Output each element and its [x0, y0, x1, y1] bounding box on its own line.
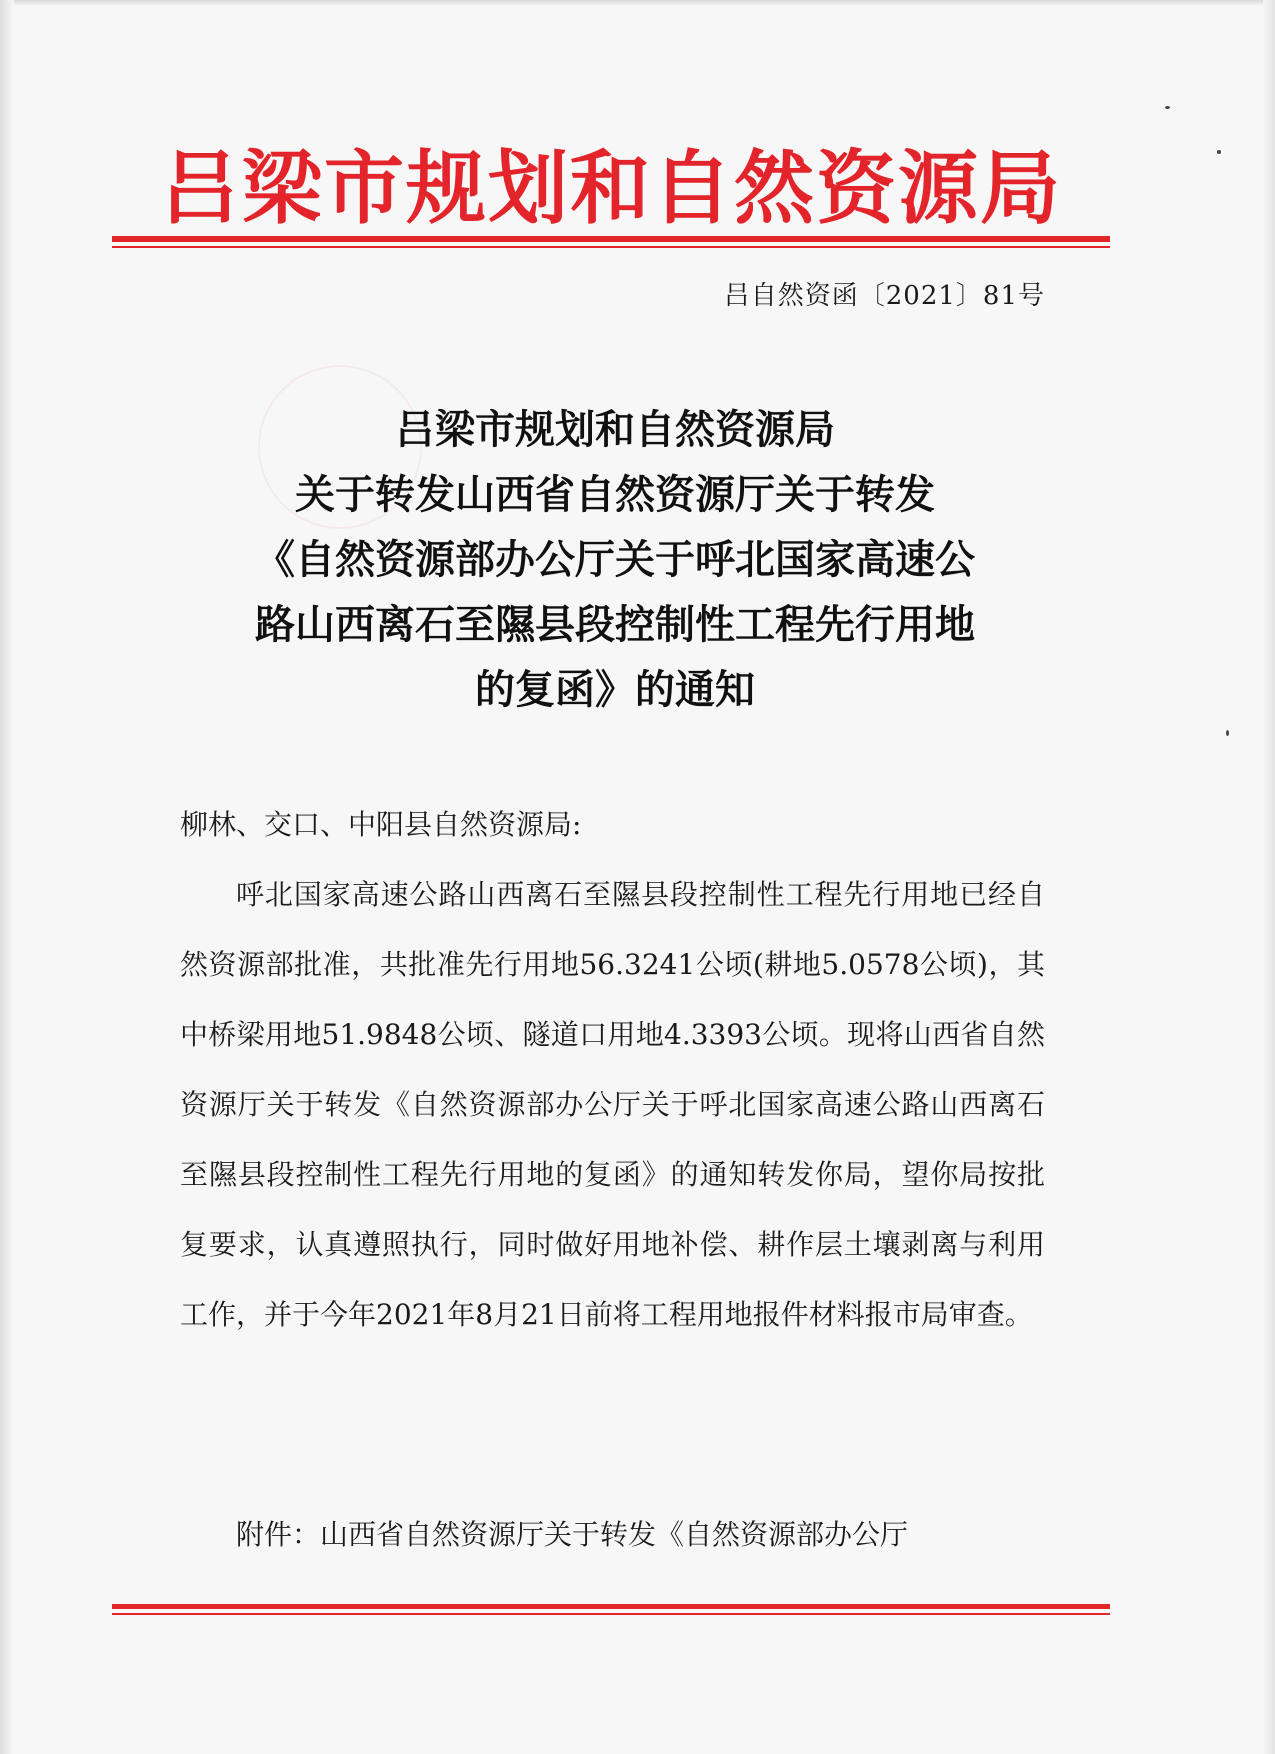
- scan-speck: [1217, 150, 1221, 154]
- scan-edge-right: [1263, 0, 1275, 1754]
- document-title: [150, 398, 1080, 723]
- title-line: 吕梁市规划和自然资源局: [395, 407, 835, 453]
- scan-edge-top: [0, 0, 1275, 6]
- scan-speck: [1165, 106, 1170, 109]
- title-line: 路山西离石至隰县段控制性工程先行用地: [255, 602, 975, 648]
- issuer-masthead: 吕梁市规划和自然资源局: [160, 141, 1062, 235]
- masthead-rule-thick: [112, 236, 1110, 242]
- scan-speck: [1226, 730, 1229, 736]
- scan-edge-left: [0, 0, 14, 1754]
- title-line: 《自然资源部办公厅关于呼北国家高速公: [255, 537, 975, 583]
- title-line: 关于转发山西省自然资源厅关于转发: [295, 472, 935, 518]
- footer-rule-thin: [112, 1613, 1110, 1615]
- attachment-note: 附件：山西省自然资源厅关于转发《自然资源部办公厅: [236, 1518, 909, 1551]
- body-paragraph: 呼北国家高速公路山西离石至隰县段控制性工程先行用地已经自然资源部批准，共批准先行用地56.3241公顷(耕地5.0578公顷)，其中桥梁用地51.9848公顷、隧道口用地4.3393公顷。现将山西省自然资源厅关于转发《自然资源部办公厅关于呼北国家高速公路山西离石至隰县段控制性工程先行用地的复函》的通知转发你局，望你局按批复要求，认真遵照执行，同时做好用地补偿、耕作层土壤剥离与利用工作，并于今年2021年8月21日前将工程用地报件材料报市局审查。: [180, 878, 1045, 1331]
- masthead-rule-thin: [112, 246, 1110, 248]
- title-line: 的复函》的通知: [475, 667, 755, 713]
- salutation: 柳林、交口、中阳县自然资源局:: [180, 808, 582, 841]
- footer-rule-thick: [112, 1604, 1110, 1609]
- document-number: 吕自然资函〔2021〕81号: [723, 281, 1045, 311]
